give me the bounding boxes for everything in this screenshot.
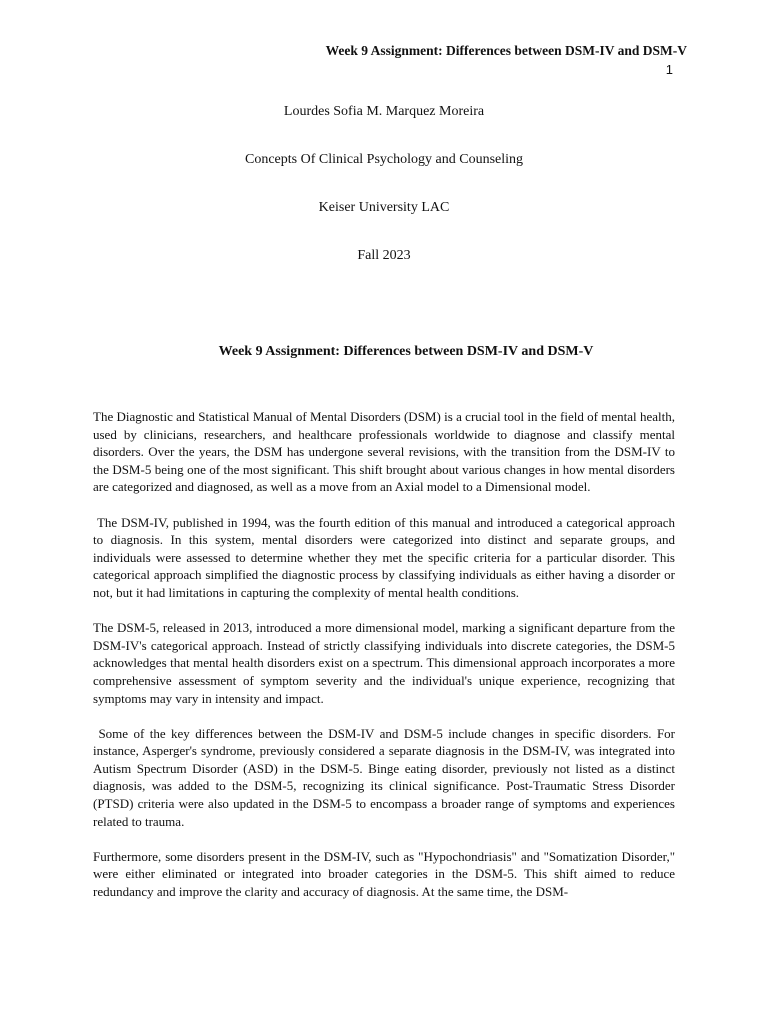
paragraph: Furthermore, some disorders present in the DSM-IV, such as "Hypochondriasis" and "Somatization Disorder," were either eliminated or integrated into broader categories in the DSM-5. This shift aimed to reduce redundancy and improve the clarity and accuracy of diagnosis. At the same time, the DSM- xyxy=(93,848,675,900)
author-name: Lourdes Sofia M. Marquez Moreira xyxy=(283,104,485,119)
paragraph: Some of the key differences between the DSM-IV and DSM-5 include changes in specific disorders. For instance, Asperger's syndrome, previously considered a separate diagnosis in the DSM-IV, was integrated into Autism Spectrum Disorder (ASD) in the DSM-5. Binge eating disorder, previously not listed as a distinct diagnosis, was added to the DSM-5, recognizing its clinical significance. Post-Traumatic Stress Disorder (PTSD) criteria were also updated in the DSM-5 to encompass a broader range of symptoms and experiences related to trauma. xyxy=(93,725,679,829)
page-number: 1 xyxy=(665,62,673,77)
institution-name: Keiser University LAC xyxy=(318,200,450,215)
course-name: Concepts Of Clinical Psychology and Counseling xyxy=(244,152,524,167)
paragraph: The DSM-5, released in 2013, introduced a more dimensional model, marking a significant departure from the DSM-IV's categorical approach. Instead of strictly classifying individuals into discrete categories, the DSM-5 acknowledges that mental health disorders exist on a spectrum. This dimensional approach incorporates a more comprehensive assessment of symptom severity and the individual's unique experience, recognizing that symptoms may vary in intensity and impact. xyxy=(93,620,675,706)
running-head: Week 9 Assignment: Differences between DSM-IV and DSM-V xyxy=(325,43,687,58)
paragraph: The DSM-IV, published in 1994, was the fourth edition of this manual and introduced a categorical approach to diagnosis. In this system, mental disorders were categorized into distinct and separate groups, and individuals were assessed to determine whether they met the specific criteria for a particular disorder. This categorical approach simplified the diagnostic process by classifying individuals as either having a disorder or not, but it had limitations in capturing the complexity of mental health conditions. xyxy=(93,514,679,600)
term: Fall 2023 xyxy=(357,248,411,263)
paragraph: The Diagnostic and Statistical Manual of Mental Disorders (DSM) is a crucial tool in the field of mental health, used by clinicians, researchers, and healthcare professionals worldwide to diagnose and classify mental disorders. Over the years, the DSM has undergone several revisions, with the transition from the DSM-IV to the DSM-5 being one of the most significant. This shift brought about various changes in how mental disorders are categorized and diagnosed, as well as a move from an Axial model to a Dimensional model. xyxy=(93,409,675,495)
document-title: Week 9 Assignment: Differences between DSM-IV and DSM-V xyxy=(218,344,594,359)
body-text xyxy=(93,408,679,918)
